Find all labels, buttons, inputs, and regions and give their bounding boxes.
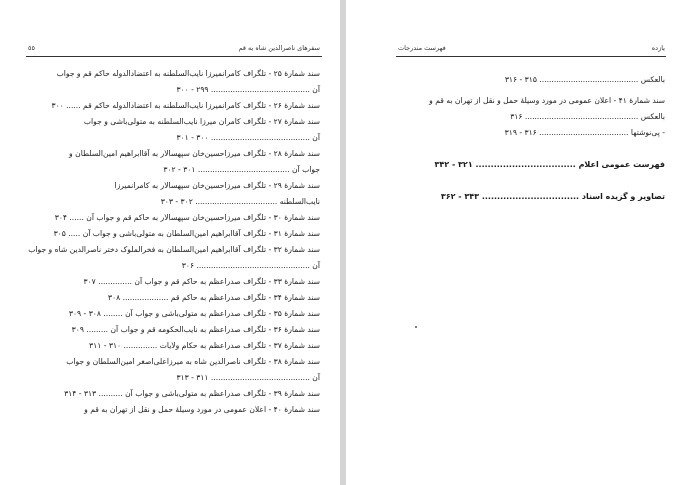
toc-line: - پی‌نوشتها ..................................... ۳۱۶ - ۳۱۹ xyxy=(504,128,665,137)
toc-line: سند شمارهٔ ۳۴ - تلگراف صدراعظم به حاکم قم ................... ۳۰۸ xyxy=(107,293,320,302)
toc-line: سند شمارهٔ ۲۷ - تلگراف کامران میرزا نایب‌السلطنه به متولی‌باشی و جواب xyxy=(83,117,320,126)
toc-line: آن ......................................... ۲۹۹ - ۳۰۰ xyxy=(176,85,320,94)
toc-line: سند شمارهٔ ۲۶ - تلگراف کامرانمیرزا نایب‌السلطنه به اعتضادالدوله حاکم قم ...... ۳۰۰ xyxy=(51,101,320,110)
toc-line: سند شمارهٔ ۲۵ - تلگراف کامرانمیرزا نایب‌السلطنه به اعتضادالدوله حاکم قم و جواب xyxy=(56,69,320,78)
left-running-head: سفرهای ناصرالدین شاه به قم xyxy=(238,44,320,52)
left-page-number: ٥٥ xyxy=(28,44,35,52)
right-running-head: فهرست مندرجات xyxy=(398,44,446,52)
toc-line: سند شمارهٔ ۲۸ - تلگراف میرزاحسین‌خان سپهسالار به آقاابراهیم امین‌السلطان و xyxy=(69,149,320,158)
toc-line: سند شمارهٔ ۳۵ - تلگراف صدراعظم به متولی‌باشی و جواب آن ........ ۳۰۸ - ۳۰۹ xyxy=(68,309,320,318)
toc-line: سند شمارهٔ ۳۲ - تلگراف آقاابراهیم امین‌السلطان به فخرالملوک دختر ناصرالدین شاه و جواب xyxy=(28,245,320,254)
right-header-rule xyxy=(396,56,666,57)
toc-line: بالعکس ......................................... ۳۱۵ - ۳۱۶ xyxy=(504,75,665,84)
toc-line: سند شمارهٔ ۳۸ - تلگراف ناصرالدین شاه به میرزاعلی‌اصغر امین‌السلطان و جواب xyxy=(66,357,320,366)
right-page-label: یازده xyxy=(651,44,665,52)
toc-line: سند شمارهٔ ۴۱ - اعلان عمومی در مورد وسیلهٔ حمل و نقل از تهران به قم و xyxy=(429,96,665,105)
left-page xyxy=(0,0,342,485)
toc-line: سند شمارهٔ ۳۰ - تلگراف میرزاحسین‌خان سپهسالار به حاکم قم و جواب آن ...... ۳۰۴ xyxy=(54,213,320,222)
toc-line: آن ......................................... ۳۱۱ - ۳۱۳ xyxy=(176,373,320,382)
right-page xyxy=(346,0,691,485)
left-header-rule xyxy=(26,56,322,57)
scan-speck xyxy=(415,326,417,328)
toc-line: آن ............................................... ۳۰۶ xyxy=(181,261,320,270)
toc-line: بالعکس ............................................... ۳۱۶ xyxy=(510,112,665,121)
toc-line: سند شمارهٔ ۳۷ - تلگراف صدراعظم به حکام ولایات .............. ۳۱۰ - ۳۱۱ xyxy=(89,341,320,350)
toc-line: سند شمارهٔ ۲۹ - تلگراف میرزاحسین‌خان سپهسالار به کامرانمیرزا xyxy=(114,181,320,190)
toc-line: سند شمارهٔ ۳۳ - تلگراف صدراعظم به حاکم قم و جواب آن .............. ۳۰۷ xyxy=(83,277,320,286)
toc-index-entry: فهرست عمومی اعلام ................................. ۳۲۱ - ۳۴۲ xyxy=(434,160,665,169)
toc-line: سند شمارهٔ ۳۱ - تلگراف آقاابراهیم امین‌السلطان به متولی‌باشی و جواب آن ..... ۳۰۵ xyxy=(53,229,320,238)
toc-line: نایب‌السلطنه .................................. ۳۰۲ - ۳۰۳ xyxy=(160,197,320,206)
toc-line: سند شمارهٔ ۴۰ - اعلان عمومی در مورد وسیلهٔ حمل و نقل از تهران به قم و xyxy=(84,405,320,414)
toc-line: سند شمارهٔ ۳۹ - تلگراف صدراعظم به متولی‌باشی و جواب آن .......... ۳۱۳ - ۳۱۴ xyxy=(64,389,320,398)
toc-line: جواب آن ...................................... ۳۰۱ - ۳۰۲ xyxy=(163,165,320,174)
toc-images-entry: تصاویر و گزیده اسناد ................................ ۳۴۳ - ۳۶۲ xyxy=(440,192,665,201)
toc-line: سند شمارهٔ ۳۶ - تلگراف صدراعظم به نایب‌الحکومه قم و جواب آن ......... ۳۰۹ xyxy=(71,325,320,334)
toc-line: آن ......................................... ۳۰۰ - ۳۰۱ xyxy=(176,133,320,142)
